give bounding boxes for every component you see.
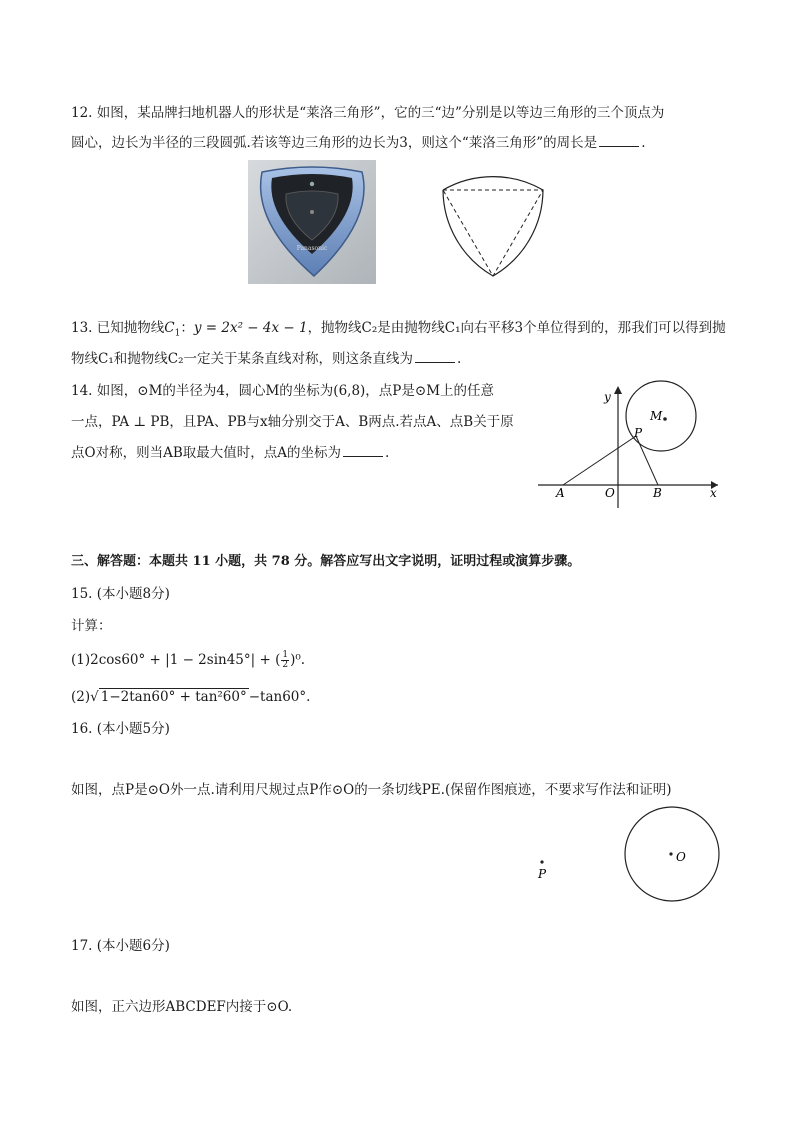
q13-end: .	[456, 351, 462, 367]
q13-line1	[71, 319, 726, 343]
q14-line1: 14. 如图，⊙M的半径为4，圆心M的坐标为(6,8)，点P是⊙M上的任意	[71, 383, 495, 399]
point-p	[540, 860, 543, 863]
q12-end: .	[641, 135, 646, 151]
sqrt-radicand: 1−2tan60° + tan²60°	[100, 689, 247, 705]
q15-part1-end: )⁰.	[290, 652, 306, 668]
q16-text: 如图，点P是⊙O外一点.请利用尺规过点P作⊙O的一条切线PE.(保留作图痕迹，不要求写作法和证明)	[71, 782, 672, 798]
q15-part2-label: (2)	[71, 689, 91, 705]
robot-vacuum-photo	[248, 160, 376, 284]
q15-part2-end: −tan60°.	[248, 689, 311, 705]
label-o: O	[676, 850, 686, 864]
label-x: x	[710, 486, 717, 500]
q14-line3-text: 点O对称，则当AB取最大值时，点A的坐标为	[71, 445, 341, 461]
label-y: y	[604, 390, 611, 404]
q17-text: 如图，正六边形ABCDEF内接于⊙O.	[71, 999, 293, 1015]
q12-line2	[71, 134, 645, 152]
fraction-denominator: 2	[282, 660, 289, 670]
label-m: M	[650, 409, 663, 423]
q13-c1-sub: 1	[174, 328, 181, 339]
label-a: A	[556, 486, 565, 500]
q13-line1-rest: ，抛物线C₂是由抛物线C₁向右平移3个单位得到的，那我们可以得到抛	[307, 320, 726, 336]
q12-line1: 12. 如图，某品牌扫地机器人的形状是“莱洛三角形”，它的三“边”分别是以等边三角形的三个顶点为	[71, 105, 665, 121]
section-heading: 三、解答题：本题共 11 小题，共 78 分。解答应写出文字说明，证明过程或演算步骤。	[71, 554, 581, 569]
q13-intro: 13. 已知抛物线	[71, 320, 165, 336]
fraction-half	[281, 651, 289, 670]
q14-end: .	[385, 445, 390, 461]
q15-part2: (2)√ 1−2tan60° + tan²60° −tan60°.	[71, 689, 311, 705]
brand-label: Panasonic	[296, 245, 328, 252]
q14-coordinate-figure	[530, 380, 730, 515]
reuleaux-triangle-figure	[436, 176, 551, 282]
q14-line3	[71, 444, 389, 462]
q13-colon: ：	[180, 320, 194, 336]
label-p: P	[538, 867, 547, 881]
q15-prompt: 计算：	[71, 618, 112, 634]
q13-line2-text: 物线C₁和抛物线C₂一定关于某条直线对称，则这条直线为	[71, 351, 413, 367]
label-b: B	[653, 486, 662, 500]
center-o	[669, 852, 672, 855]
center-point	[663, 417, 667, 421]
q13-line2	[71, 350, 461, 368]
q13-expression: y = 2x² − 4x − 1	[193, 320, 308, 336]
label-p: P	[634, 426, 643, 440]
label-o: O	[605, 486, 615, 500]
fraction-numerator: 1	[282, 650, 289, 660]
q14-line2: 一点，PA ⊥ PB，且PA、PB与x轴分别交于A、B两点.若点A、点B关于原	[71, 414, 514, 430]
q13-c1: C	[164, 320, 175, 336]
q12-line2-text: 圆心，边长为半径的三段圆弧.若该等边三角形的边长为3，则这个“莱洛三角形”的周长是	[71, 135, 598, 151]
answer-blank	[343, 444, 383, 457]
q15-part1-expr: (1)2cos60° + |1 − 2sin45°| + (	[71, 652, 281, 668]
answer-blank	[415, 350, 455, 363]
q17-title: 17. (本小题6分)	[71, 938, 170, 954]
q16-title: 16. (本小题5分)	[71, 721, 170, 737]
answer-blank	[599, 134, 639, 147]
q15-part1	[71, 651, 305, 670]
q15-title: 15. (本小题8分)	[71, 586, 170, 602]
q16-figure	[530, 800, 730, 910]
